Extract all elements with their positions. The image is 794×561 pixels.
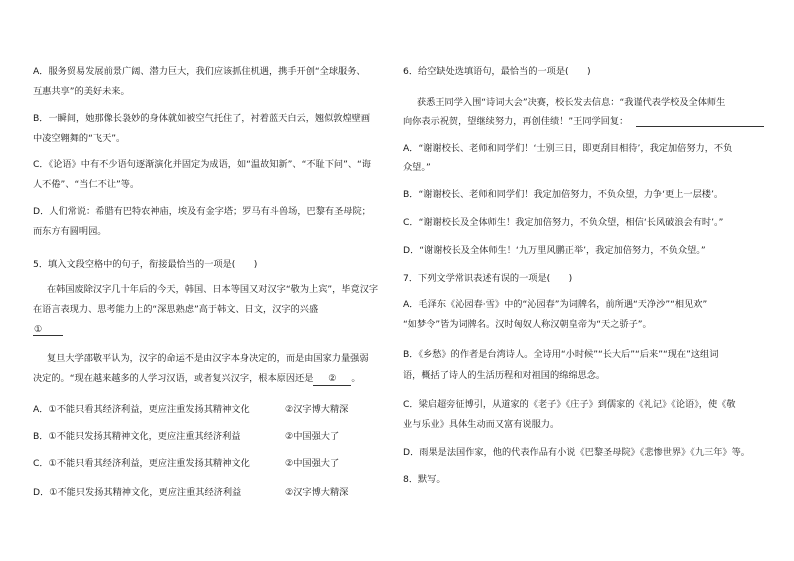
q5-option-b xyxy=(33,430,393,443)
q7-option-d: D．雨果是法国作家，他的代表作品有小说《巴黎圣母院》《悲惨世界》《九三年》等。 xyxy=(403,447,750,458)
option-c-line-2: 人不倦”、“当仁不让”等。 xyxy=(33,179,140,190)
option-b-line-2: 中凌空翱舞的“飞天”。 xyxy=(33,133,126,144)
question-5-title: 5．填入文段空格中的句子，衔接最恰当的一项是( ) xyxy=(33,259,258,270)
q6-option-a-line-1: A．“谢谢校长、老师和同学们！‘士别三日，即更刮目相待’，我定加倍努力，不负 xyxy=(403,143,733,154)
blank-1-marker: ① xyxy=(34,324,43,335)
option-b-line-1: B．一瞬间，她那像长袅妙的身体就如被空气托住了，衬着蓝天白云，翘似敦煌壁画 xyxy=(33,113,371,124)
q5-option-a-part-2: ②汉字博大精深 xyxy=(285,404,349,415)
q5-option-b-part-2: ②中国强大了 xyxy=(285,431,340,442)
blank-2-marker: ② xyxy=(313,372,351,386)
q6-option-a-line-2: 众望。” xyxy=(403,162,431,173)
q5-option-c-part-1: C．①不能只看其经济利益，更应注重发扬其精神文化 xyxy=(33,458,250,469)
option-c-line-1: C．《论语》中有不少语句逐渐演化并固定为成语，如“温故知新”、“不耻下问”、“诲 xyxy=(33,159,371,170)
q6-intro-line-1: 获悉王同学入围“诗词大会”决赛，校长发去信息：“我谨代表学校及全体师生 xyxy=(417,97,726,108)
q6-intro-line-2: 向你表示祝贺，望继续努力，再创佳绩！”王同学回复： xyxy=(403,116,629,127)
passage-2-line-1: 复旦大学邵敬平认为，汉字的命运不是由汉字本身决定的，而是由国家力量强弱 xyxy=(47,353,369,364)
q6-option-d: D．“谢谢校长及全体师生！‘九万里风鹏正举’，我定加倍努力，不负众望。” xyxy=(403,245,706,256)
q7-option-b-line-1: B．《乡愁》的作者是台湾诗人。全诗用“小时候”“长大后”“后来”“现在”这组词 xyxy=(403,349,719,360)
option-a-line-1: A．服务贸易发展前景广阔、潜力巨大，我们应该抓住机遇，携手开创“全球服务、 xyxy=(33,66,366,77)
q5-option-c-part-2: ②中国强大了 xyxy=(285,458,340,469)
q5-option-d xyxy=(33,486,393,499)
q7-option-c-line-2: 业与乐业》具体生动而又富有说服力。 xyxy=(403,419,560,430)
option-a-line-2: 互惠共享”的美好未来。 xyxy=(33,86,130,97)
passage-2-line-2 xyxy=(33,372,361,386)
passage-2-text: 决定的。“现在越来越多的人学习汉语，或者复兴汉字，根本原因还是 xyxy=(33,373,314,384)
q7-option-a-line-2: “如梦令”皆为词牌名。汉时匈奴人称汉朝皇帝为“天之骄子”。 xyxy=(403,319,652,330)
q5-option-a xyxy=(33,403,393,416)
option-d-line-2: 而东方有圆明园。 xyxy=(33,226,107,237)
question-8-title: 8．默写。 xyxy=(403,474,446,485)
q6-answer-blank xyxy=(636,126,764,127)
passage-2-end: 。 xyxy=(351,373,361,384)
question-6-title: 6．给空缺处选填语句，最恰当的一项是( ) xyxy=(403,66,591,77)
passage-1-line-1: 在韩国废除汉字几十年后的今天，韩国、日本等国又对汉字“敬为上宾”，毕竟汉字 xyxy=(47,284,379,295)
q5-option-d-part-1: D．①不能只发扬其精神文化，更应注重其经济利益 xyxy=(33,487,242,498)
option-d-line-1: D．人们常说：希腊有巴特农神庙，埃及有金字塔；罗马有斗兽场，巴黎有圣母院； xyxy=(33,206,371,217)
q7-option-a-line-1: A．毛泽东《沁园春·雪》中的“沁园春”为词牌名，前所遇“天净沙”“相见欢” xyxy=(403,299,708,310)
q5-option-b-part-1: B．①不能只发扬其精神文化，更应注重其经济利益 xyxy=(33,431,241,442)
q5-option-d-part-2: ②汉字博大精深 xyxy=(285,487,349,498)
passage-1-line-2: 在语言表现力、思考能力上的“深思熟虑”高于韩文、日文，汉字的兴盛 xyxy=(33,304,319,315)
q5-option-a-part-1: A．①不能只看其经济利益，更应注重发扬其精神文化 xyxy=(33,404,250,415)
q7-option-b-line-2: 语，概括了诗人的生活历程和对祖国的绵绵思念。 xyxy=(403,370,606,381)
q6-option-b: B．“谢谢校长、老师和同学们！我定加倍努力，不负众望，力争‘更上一层楼’。 xyxy=(403,189,724,200)
blank-1-underline xyxy=(33,335,63,336)
q5-option-c xyxy=(33,457,393,470)
q6-option-c: C．“谢谢校长及全体师生！我定加倍努力，不负众望，相信‘长风破浪会有时’。” xyxy=(403,217,724,228)
question-7-title: 7．下列文学常识表述有误的一项是( ) xyxy=(403,273,573,284)
q7-option-c-line-1: C．梁启超旁征博引，从道家的《老子》《庄子》到儒家的《礼记》《论语》，使《敬 xyxy=(403,399,736,410)
